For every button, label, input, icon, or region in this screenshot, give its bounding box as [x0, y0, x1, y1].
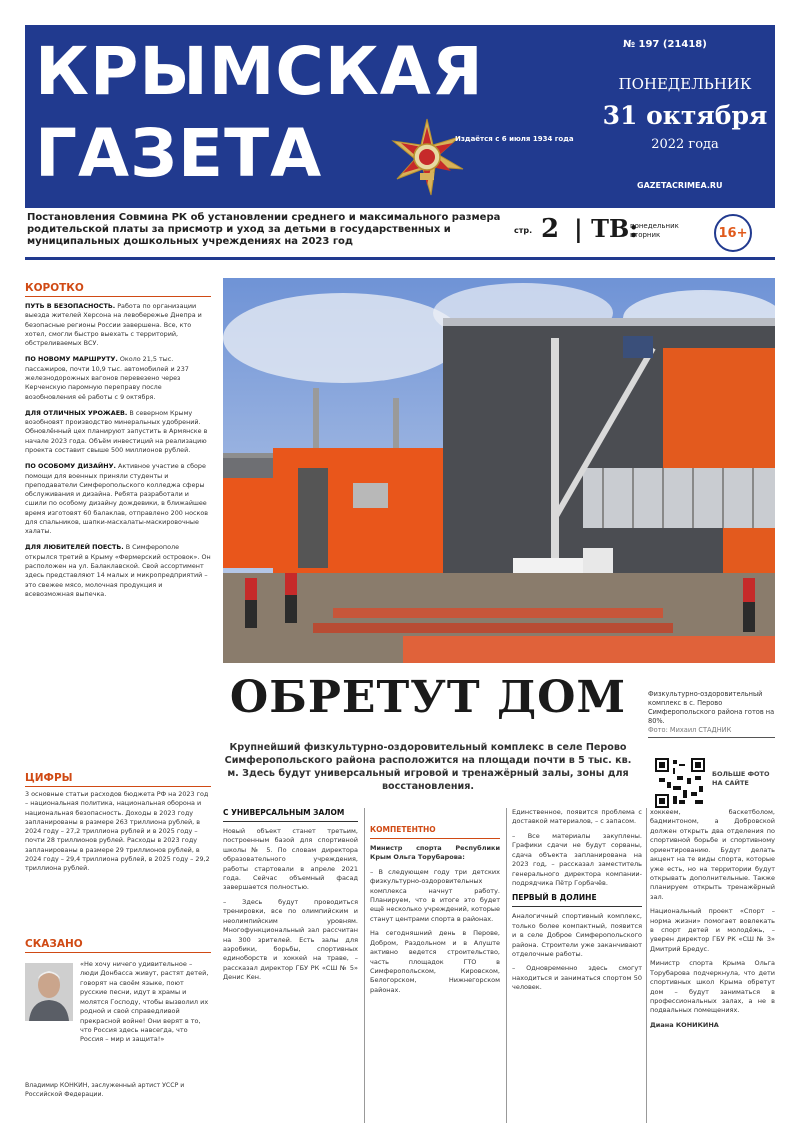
brief-text: Активное участие в сборе помощи для военных приняли студенты и преподаватели Симферопольского колледжа сферы обслуживания и дизайна. Ребята разработали и сшили по особому дизайну дождевики, в ближайшее время изготовят 60 балаклав, отправлено 200 носков для спальников, шапки-масхалаты-маскировочные халаты.: [25, 462, 209, 536]
briefly-list: [25, 302, 211, 606]
front-teaser: Постановления Совмина РК об установлении среднего и максимального размера родительской платы за присмотр и уход за детьми в государственных и муниципальных дошкольных учреждениях на 2023 год: [27, 212, 501, 247]
brief-title: ПУТЬ В БЕЗОПАСНОСТЬ.: [25, 302, 116, 310]
paragraph: – Одновременно здесь смогут находиться и заниматься спортом 50 человек.: [512, 964, 642, 992]
author-photo: [25, 963, 73, 1021]
brief-text: В северном Крыму возобновят производство минеральных удобрений. Обновлённый цех планируют запустить в Армянске в начале 2023 года. Объём инвестиций на реализацию проекта составит свыше 500 миллионов рублей.: [25, 408, 208, 454]
issue-year: 2022 года: [651, 137, 719, 152]
paragraph: – В следующем году три детских физкультурно-оздоровительных комплекса начнут работу. Планируем, что в итоге это будет ещё несколько учреждений, которые станут центрами спорта в районах.: [370, 867, 500, 923]
brief-item: [25, 409, 211, 455]
paragraph: хоккеем, баскетболом, бадминтоном, а Добровской должен открыть два отделения по спортивной борьбе и спортивному ориентированию. Будут делать акцент на те виды спорта, которые уже есть, но на территории будут открывать дополнительные. Также планируем открыть тренажёрный зал.: [650, 808, 775, 901]
tv-days: понедельник вторник: [630, 222, 679, 240]
brief-item: [25, 462, 211, 536]
brief-title: ПО НОВОМУ МАРШРУТУ.: [25, 355, 118, 364]
brief-title: ДЛЯ ОТЛИЧНЫХ УРОЖАЕВ.: [25, 408, 128, 417]
issue-date: 31 октября: [602, 101, 768, 130]
brief-text: Работа по организации выезда жителей Херсона на левобережье Днепра и безопасные регионы России завершена. Все, кто хотел, смогли быстро выехать с территорий, обстреливаемых ВСУ.: [25, 302, 202, 348]
story-author: Диана КОНИКИНА: [650, 1020, 719, 1029]
page-number: 2: [541, 214, 560, 244]
brief-item: [25, 355, 211, 401]
story-column-1: [223, 808, 358, 988]
story-lead: Крупнейший физкультурно-оздоровительный комплекс в селе Перово Симферопольского района расположится на площади почти в 5 тыс. кв. м. Здесь будут универсальный игровой и тренажёрный залы, зоны для восстановления.: [224, 742, 632, 792]
brief-item: [25, 302, 211, 348]
header-rule: [25, 257, 775, 260]
paragraph: – Здесь будут проводиться тренировки, все по олимпийским и неолимпийским уровням. Многофункциональный зал рассчитан на 300 зрителей. Есть залы для аэробики, борьбы, спортивных единоборств и хоккей на траве, – рассказал директор ГБУ РК «СШ № 5» Денис Кен.: [223, 897, 358, 982]
column-divider: [364, 808, 365, 1123]
quote-author: Владимир КОНКИН, заслуженный артист УССР и Российской Федерации.: [25, 1082, 185, 1098]
briefly-heading: КОРОТКО: [25, 282, 211, 297]
age-rating-badge: 16+: [714, 214, 752, 252]
story-column-4: [650, 808, 775, 1035]
qr-code-icon[interactable]: [655, 758, 705, 808]
website-link[interactable]: GAZETACRIMEA.RU: [637, 181, 723, 190]
column-heading: ПЕРВЫЙ В ДОЛИНЕ: [512, 893, 642, 907]
figures-text: 3 основные статьи расходов бюджета РФ на 2023 год – национальная политика, национальная оборона и национальная безопасность. Доходы в 2023 году запланированы в размере 263 триллиона рублей, в 2024 году – 27,2 триллиона рублей и в 2025 году – почти 28 триллионов рублей. Расходы в 2023 году запланированы в размере 29 триллионов рублей, в 2024 году – 29,4 триллиона рублей, в 2025 году – 29,2 триллиона рублей.: [25, 790, 210, 873]
photo-credit: Фото: Михаил СТАДНИК: [648, 725, 732, 734]
column-heading: С УНИВЕРСАЛЬНЫМ ЗАЛОМ: [223, 808, 358, 822]
column-divider: [506, 808, 507, 1123]
weekday: ПОНЕДЕЛЬНИК: [618, 75, 752, 93]
title-line-2: ГАЗЕТА: [35, 115, 323, 192]
story-column-3: [512, 808, 642, 998]
title-line-1: КРЫМСКАЯ: [35, 33, 484, 110]
brief-text: Около 21,5 тыс. пассажиров, почти 10,9 тыс. автомобилей и 237 железнодорожных вагонов перевезено через Керченскую паромную переправу после возобновления её работы с 9 октября.: [25, 355, 189, 401]
published-since: Издаётся с 6 июля 1934 года: [455, 135, 574, 143]
expert-heading: КОМПЕТЕНТНО: [370, 825, 500, 839]
main-headline: ОБРЕТУТ ДОМ: [229, 672, 627, 723]
tv-label: | ТВ:: [574, 214, 639, 243]
caption-text: Физкультурно-оздоровительный комплекс в с. Перово Симферопольского района готов на 80%.: [648, 690, 775, 725]
paragraph: Национальный проект «Спорт – норма жизни» помогает вовлекать в спорт детей и молодёжь, – уверен директор ГБУ РК «СШ № 3» Дмитрий Бредус.: [650, 907, 775, 953]
paragraph: Министр спорта Крыма Ольга Торубарова подчеркнула, что дети спортивных школ Крыма обретут дом – будут заниматься в профессиональных залах, а не в подвальных помещениях.: [650, 959, 775, 1015]
qr-caption: БОЛЬШЕ ФОТО НА САЙТЕ: [712, 770, 770, 787]
paragraph: Министр спорта Республики Крым Ольга Торубарова:: [370, 843, 500, 862]
figures-heading: ЦИФРЫ: [25, 772, 211, 787]
order-emblem-icon: [387, 117, 467, 197]
main-photo: [223, 278, 775, 663]
brief-title: ПО ОСОБОМУ ДИЗАЙНУ.: [25, 462, 116, 471]
brief-text: В Симферополе открылся третий в Крыму «Фермерский островок». Он расположен на ул. Балаклавской. Свой ассортимент здесь представляют 14 малых и микропредприятий – это свежее мясо, молочная продукция и всевозможная выпечка.: [25, 543, 211, 598]
paragraph: – Все материалы закуплены. Графики сдачи не будут сорваны, сдача объекта запланирована на 2023 год, – рассказал заместитель генерального директора компании-подрядчика Пётр Горбачёв.: [512, 831, 642, 887]
paragraph: Новый объект станет третьим, построенным базой для спортивной школы № 5. По словам директора образовательного учреждения, работы стартовали в апреле 2021 года. Сейчас объемный фасад завершается полностью.: [223, 826, 358, 892]
brief-title: ДЛЯ ЛЮБИТЕЛЕЙ ПОЕСТЬ.: [25, 543, 124, 552]
masthead: [25, 25, 775, 208]
expert-box: [370, 825, 500, 1000]
page-label: стр.: [514, 226, 533, 235]
said-heading: СКАЗАНО: [25, 938, 211, 953]
paragraph: На сегодняшний день в Перове, Добром, Раздольном и в Алуште активно ведется строительство, часть площадок ГТО в Симферопольском, Кировском, Белогорском, Нижнегорском районах.: [370, 929, 500, 994]
column-divider: [646, 808, 647, 1123]
brief-item: [25, 543, 211, 599]
photo-caption: [648, 690, 775, 738]
paragraph: Единственное, появится проблема с доставкой материалов, – с запасом.: [512, 808, 642, 826]
quote-text: «Не хочу ничего удивительное – люди Донбасса живут, растят детей, говорят на своём языке, поют русские песни, идут в храмы и молятся Господу, чтобы вызволил их родной и свой справедливой прекрасной войне! Они верят в то, что Россия здесь навсегда, что Россия – мир и защита!»: [80, 960, 209, 1044]
paragraph: Аналогичный спортивный комплекс, только более компактный, появится и в селе Доброе Симферопольского района. Строители уже заканчивают отделочные работы.: [512, 912, 642, 958]
issue-number: № 197 (21418): [623, 39, 707, 50]
